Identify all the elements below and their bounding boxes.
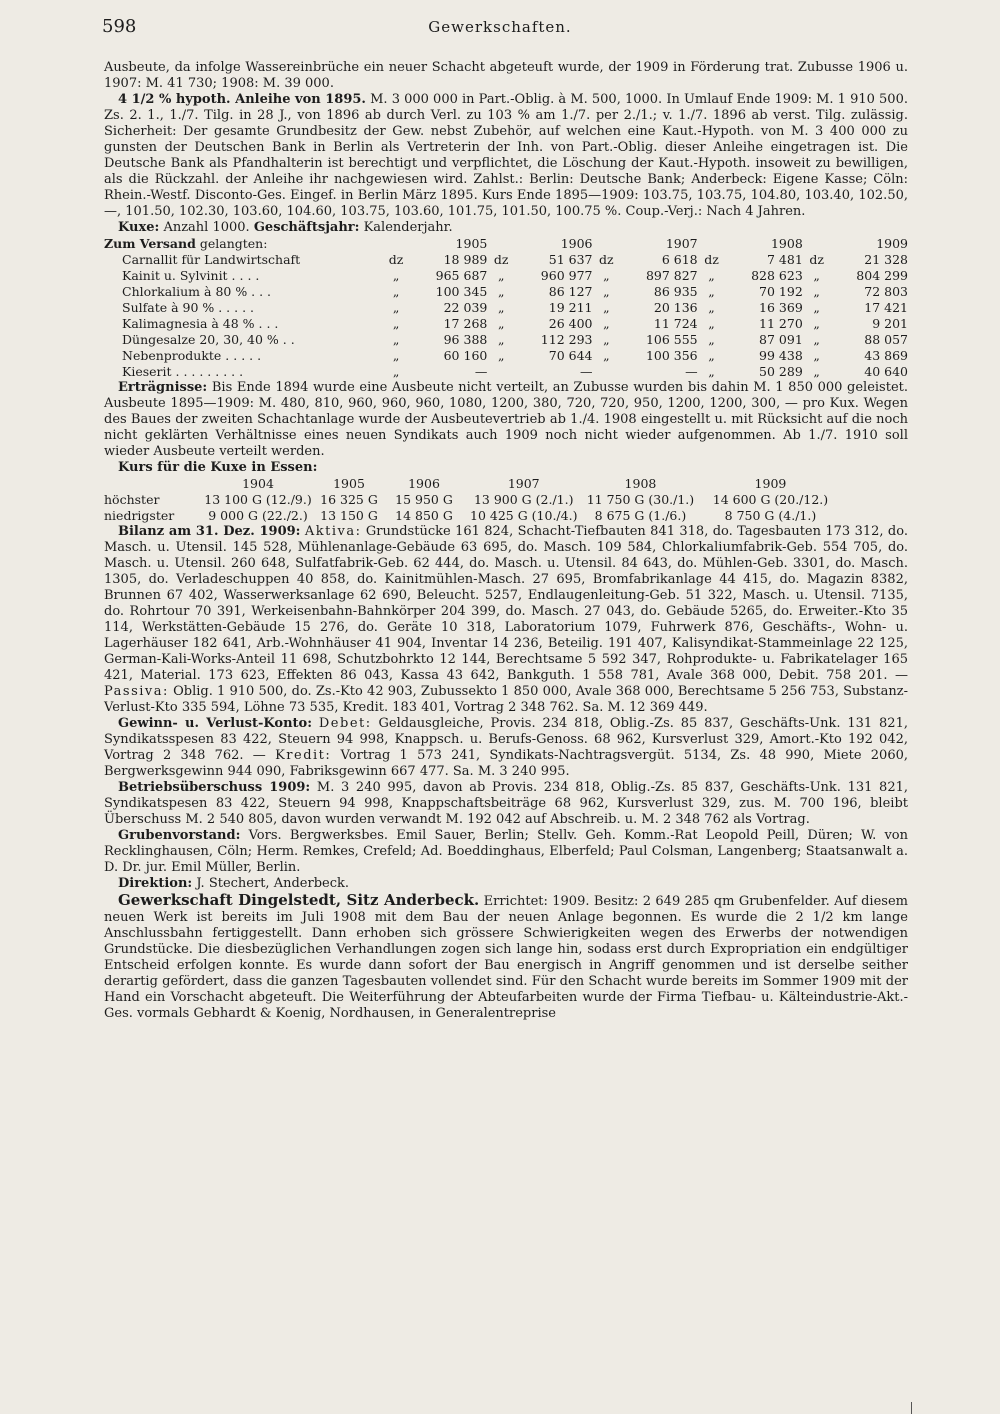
kurs-year: 1905 (333, 476, 365, 491)
versand-unit: „ (708, 284, 715, 299)
versand-unit: „ (708, 348, 715, 363)
guv-paragraph (104, 716, 908, 780)
versand-value: 70 644 (548, 348, 593, 363)
versand-value: 106 555 (645, 332, 698, 347)
kurs-value: 10 425 G (10./4.) (470, 508, 578, 523)
versand-unit: „ (603, 316, 610, 331)
versand-unit (487, 364, 515, 380)
versand-value: 99 438 (759, 348, 803, 363)
grubenvorstand-paragraph (104, 828, 908, 876)
versand-unit: „ (603, 348, 610, 363)
running-title: Gewerkschaften. (428, 18, 572, 36)
kurs-value: 14 850 G (395, 508, 453, 523)
versand-heading: Zum Versand gelangten: (104, 236, 268, 251)
page-number: 598 (102, 16, 137, 37)
versand-unit: dz (599, 252, 614, 267)
kuxe-paragraph (104, 220, 908, 236)
versand-unit: „ (813, 348, 820, 363)
dingelstedt-text: Errichtet: 1909. Besitz: 2 649 285 qm Grubenfelder. Auf diesem neuen Werk ist bereits im Juli 1908 mit dem Bau der neuen Anlage begonnen. Es wurde die 2 1/2 km lange Anschlussbahn fertiggestellt. Dann erhoben sich grössere Schwierigkeiten wegen des Erwerbs der notwendigen Grundstücke. Die diesbezüglichen Verhandlungen zogen sich lange hin, sodass erst durch Expropriation ein endgültiger Entscheid erfolgen konnte. Es wurde dann sofort der Bau energisch in Angriff genommen und ist derselbe seither derartig gefördert, dass die ganzen Tagesbauten vollendet sind. Für den Schacht wurde bereits im Sommer 1909 mit der Hand ein Vorschacht abgeteuft. Die Weiterführung der Abteufarbeiten wurde der Firma Tiefbau- u. Kälteindustrie-Akt.-Ges. vormals Gebhardt & Koenig, Nordhausen, in Generalentreprise (104, 894, 908, 1021)
versand-unit: „ (708, 300, 715, 315)
versand-row (104, 284, 908, 300)
versand-value: 40 640 (864, 364, 908, 379)
kurs-value: 9 000 G (22./2.) (208, 508, 308, 523)
kuxe-label: Kuxe: (118, 220, 160, 235)
versand-unit: „ (813, 268, 820, 283)
versand-row-label: Düngesalze 20, 30, 40 % . . (122, 332, 295, 347)
betrieb-label: Betriebsüberschuss 1909: (118, 780, 311, 795)
kurs-title: Kurs für die Kuxe in Essen: (118, 460, 318, 475)
versand-value: — (685, 364, 698, 379)
kurs-value: 8 675 G (1./6.) (594, 508, 687, 523)
versand-value: 88 057 (864, 332, 908, 347)
versand-value: 72 803 (864, 284, 908, 299)
versand-unit: „ (813, 332, 820, 347)
versand-value: 22 039 (443, 300, 488, 315)
versand-unit (593, 364, 621, 380)
passiva-text: Oblig. 1 910 500, do. Zs.-Kto 42 903, Zubussekto 1 850 000, Avale 368 000, Berechtsame 5 256 753, Substanz-Verlust-Kto 335 594, Löhne 73 535, Kredit. 183 401, Vortrag 2 348 762. Sa. M. 12 369 449. (104, 684, 908, 715)
versand-unit: „ (813, 364, 820, 379)
ertraegnisse-text: Bis Ende 1894 wurde eine Ausbeute nicht verteilt, an Zubusse wurden bis dahin M. 1 850 000 geleistet. Ausbeute 1895—1909: M. 480, 810, 960, 960, 960, 1080, 1200, 380, 720, 720, 950, 1200, 1200, 300, — pro Kux. Wegen des Baues der zweiten Schachtanlage wurde der Ausbeutevertrieb ab 1./4. 1908 eingestellt u. mit Rücksicht auf die noch nicht geklärten Verhältnisse eines neuen Syndikats auch 1909 noch nicht wieder aufgenommen. Ab 1./7. 1910 soll wieder Ausbeute verteilt werden. (104, 380, 908, 459)
versand-header-row (104, 236, 908, 252)
kurs-value: 13 150 G (320, 508, 378, 523)
versand-value: 86 935 (653, 284, 698, 299)
versand-row (104, 252, 908, 268)
dingelstedt-title: Gewerkschaft Dingelstedt, Sitz Anderbeck. (118, 891, 480, 909)
versand-row (104, 332, 908, 348)
versand-unit: „ (392, 364, 400, 379)
versand-unit: „ (392, 300, 400, 315)
kurs-year: 1907 (507, 476, 540, 491)
kurs-row (104, 508, 837, 524)
versand-unit: „ (813, 300, 820, 315)
versand-value: 965 687 (435, 268, 488, 283)
versand-value: 9 201 (872, 316, 908, 331)
versand-unit: „ (708, 268, 715, 283)
versand-unit: „ (603, 300, 610, 315)
kurs-year: 1908 (624, 476, 657, 491)
versand-unit: „ (497, 300, 505, 315)
kurs-year-row (104, 476, 837, 492)
versand-value: 112 293 (540, 332, 593, 347)
versand-value: 960 977 (540, 268, 593, 283)
versand-row (104, 348, 908, 364)
versand-unit: „ (392, 348, 400, 363)
versand-row (104, 300, 908, 316)
versand-row (104, 268, 908, 284)
versand-unit: „ (497, 284, 505, 299)
kurs-value: 15 950 G (395, 492, 453, 507)
geschaeftsjahr-text: Kalenderjahr. (363, 220, 453, 235)
versand-year: 1905 (455, 236, 488, 251)
versand-value: 100 356 (645, 348, 698, 363)
debet-label: Debet: (318, 716, 372, 731)
versand-unit: „ (603, 284, 610, 299)
betrieb-text: M. 3 240 995, davon ab Provis. 234 818, Oblig.-Zs. 85 837, Geschäfts-Unk. 131 821, Syndikatspesen 83 422, Steuern 94 998, Knappschaftsbeiträge 68 962, Kursverlust 329, zus. M. 700 196, bleibt Überschuss M. 2 540 805, davon wurden verwandt M. 192 042 auf Abschreib. u. M. 2 348 762 als Vortrag. (104, 780, 908, 827)
anleihe-text: M. 3 000 000 in Part.-Oblig. à M. 500, 1000. In Umlauf Ende 1909: M. 1 910 500. Zs. 2. 1., 1./7. Tilg. in 28 J., von 1896 ab durch Verl. zu 103 % am 1./7. per 2./1.; v. 1./7. 1896 ab verst. Tilg. zulässig. Sicherheit: Der gesamte Grundbesitz der Gew. nebst Zubehör, auf welchen eine Kaut.-Hypoth. von M. 3 400 000 zu gunsten der Deutschen Bank in Berlin als Vertreterin der Inh. von Part.-Oblig. dieser Anleihe eingetragen ist. Die Deutsche Bank als Pfandhalterin ist berechtigt und verpflichtet, die Löschung der Kaut.-Hypoth. insoweit zu bewilligen, als die Rückzahl. der Anleihe ihr nachgewiesen wird. Zahlst.: Berlin: Deutsche Bank; Anderbeck: Eigene Kasse; Cöln: Rhein.-Westf. Disconto-Ges. Eingef. in Berlin März 1895. Kurs Ende 1895—1909: 103.75, 103.75, 104.80, 103.40, 102.50, —, 101.50, 102.30, 103.60, 104.60, 103.75, 103.60, 101.75, 101.50, 100.75 %. Coup.-Verj.: Nach 4 Jahren. (104, 92, 908, 219)
debet-text: Geldausgleiche, Provis. 234 818, Oblig.-Zs. 85 837, Geschäfts-Unk. 131 821, Syndikatsspesen 83 422, Steuern 94 998, Knappsch. u. Berufs-Genoss. 68 962, Kursverlust 329, Amort.-Kto 192 042, Vortrag 2 348 762. — (104, 716, 908, 763)
kurs-year: 1906 (408, 476, 440, 491)
kurs-value: 16 325 G (320, 492, 378, 507)
versand-value: 96 388 (443, 332, 488, 347)
versand-value: 100 345 (435, 284, 488, 299)
versand-year: 1907 (665, 236, 698, 251)
versand-value: 804 299 (856, 268, 908, 283)
intro-paragraph: Ausbeute, da infolge Wassereinbrüche ein neuer Schacht abgeteuft wurde, der 1909 in Förderung trat. Zubusse 1906 u. 1907: M. 41 730; 1908: M. 39 000. (104, 60, 908, 91)
direktion-text: J. Stechert, Anderbeck. (196, 876, 349, 891)
versand-unit: „ (813, 284, 820, 299)
versand-value: — (474, 364, 488, 379)
kurs-row-label: niedrigster (104, 508, 175, 523)
versand-year: 1909 (876, 236, 908, 251)
versand-unit: „ (497, 268, 505, 283)
kurs-year: 1904 (242, 476, 274, 491)
versand-row (104, 364, 908, 380)
kurs-value: 13 900 G (2./1.) (473, 492, 574, 507)
versand-table (104, 236, 908, 380)
versand-unit: „ (497, 348, 505, 363)
bilanz-paragraph (104, 524, 908, 716)
geschaeftsjahr-label: Geschäftsjahr: (253, 220, 360, 235)
versand-unit: „ (813, 316, 820, 331)
versand-value: 7 481 (766, 252, 803, 267)
versand-value: 51 637 (548, 252, 593, 267)
aktiva-text: Grundstücke 161 824, Schacht-Tiefbauten 841 318, do. Tagesbauten 173 312, do. Masch. u. Utensil. 145 528, Mühlenanlage-Gebäude 63 695, do. Masch. 109 584, Chlorkaliumfabrik-Geb. 554 705, do. Masch. u. Utensil. 260 648, Sulfatfabrik-Geb. 62 444, do. Masch. u. Utensil. 84 643, do. Mühlen-Geb. 3301, do. Masch. 1305, do. Verladeschuppen 40 858, do. Kainitmühlen-Masch. 27 695, Bromfabrikanlage 44 415, do. Magazin 8382, Brunnen 67 402, Wasserwerksanlage 62 690, Beleucht. 5257, Endlaugenleitung-Geb. 51 322, Masch. u. Utensil. 7135, do. Rohrtour 70 391, Werkeisenbahn-Bahnkörper 204 399, do. Masch. 27 043, do. Gebäude 5265, do. Erweiter.-Kto 35 114, Werkstätten-Gebäude 15 276, do. Geräte 10 318, Laboratorium 1079, Fuhrwerk 876, Geschäfts-, Wohn- u. Lagerhäuser 182 641, Arb.-Wohnhäuser 41 904, Inventar 14 236, Beteilig. 191 407, Kalisyndikat-Stammeinlage 22 125, German-Kali-Works-Anteil 11 698, Schutzbohrkto 12 144, Berechtsame 5 592 347, Rohprodukte- u. Fabrikatelager 165 421, Material. 173 623, Effekten 86 043, Kassa 43 642, Bankguth. 1 558 781, Avale 368 000, Debit. 758 201. — (104, 524, 908, 683)
versand-row-label: Kieserit . . . . . . . . . (122, 364, 244, 379)
kurs-value: 11 750 G (30./1.) (586, 492, 695, 507)
kurs-table (104, 476, 837, 524)
ertraegnisse-label: Erträgnisse: (118, 380, 208, 395)
bilanz-label: Bilanz am 31. Dez. 1909: (118, 524, 301, 539)
versand-value: 60 160 (443, 348, 488, 363)
versand-value: — (580, 364, 593, 379)
versand-year: 1908 (770, 236, 803, 251)
anleihe-paragraph (104, 92, 908, 220)
versand-unit: „ (603, 268, 610, 283)
page-corner-rule (893, 1402, 912, 1414)
versand-unit: „ (392, 268, 400, 283)
versand-row-label: Kainit u. Sylvinit . . . . (122, 268, 260, 283)
grubenvorstand-text: Vors. Bergwerksbes. Emil Sauer, Berlin; Stellv. Geh. Komm.-Rat Leopold Peill, Düren; W. von Recklinghausen, Cöln; Herm. Remkes, Crefeld; Ad. Boeddinghaus, Elberfeld; Paul Colsman, Langenberg; Staatsanwalt a. D. Dr. jur. Emil Müller, Berlin. (104, 828, 908, 875)
versand-unit: dz (493, 252, 509, 267)
page-body (104, 60, 908, 1022)
direktion-paragraph (104, 876, 908, 892)
versand-value: 70 192 (759, 284, 803, 299)
versand-row-label: Sulfate à 90 % . . . . . (122, 300, 255, 315)
kurs-row (104, 492, 837, 508)
anleihe-label: 4 1/2 % hypoth. Anleihe von 1895. (118, 92, 366, 107)
versand-unit: „ (392, 284, 400, 299)
versand-year: 1906 (560, 236, 593, 251)
versand-value: 43 869 (864, 348, 908, 363)
kurs-year: 1909 (754, 476, 787, 491)
kuxe-text: Anzahl 1000. (163, 220, 250, 235)
kredit-label: Kredit: (275, 748, 332, 763)
versand-unit: „ (392, 332, 400, 347)
ertraegnisse-paragraph (104, 380, 908, 460)
versand-unit: „ (708, 316, 715, 331)
versand-unit: dz (388, 252, 404, 267)
versand-value: 17 421 (864, 300, 908, 315)
versand-unit: „ (497, 332, 505, 347)
betrieb-paragraph (104, 780, 908, 828)
versand-value: 17 268 (443, 316, 488, 331)
versand-value: 86 127 (548, 284, 593, 299)
versand-value: 26 400 (548, 316, 593, 331)
versand-value: 20 136 (653, 300, 698, 315)
versand-value: 87 091 (759, 332, 803, 347)
page-header (0, 16, 1000, 40)
kurs-value: 13 100 G (12./9.) (204, 492, 312, 507)
versand-unit: „ (392, 316, 400, 331)
versand-unit: „ (708, 364, 715, 379)
versand-value: 11 270 (759, 316, 803, 331)
aktiva-label: Aktiva: (304, 524, 362, 539)
versand-value: 50 289 (759, 364, 803, 379)
direktion-label: Direktion: (118, 876, 193, 891)
versand-value: 897 827 (645, 268, 698, 283)
versand-row (104, 316, 908, 332)
passiva-label: Passiva: (104, 684, 169, 699)
versand-unit: „ (708, 332, 715, 347)
dingelstedt-paragraph (104, 892, 908, 1022)
kurs-row-label: höchster (104, 492, 160, 507)
versand-value: 19 211 (548, 300, 593, 315)
kurs-value: 8 750 G (4./1.) (724, 508, 817, 523)
versand-value: 16 369 (759, 300, 803, 315)
versand-value: 11 724 (653, 316, 698, 331)
versand-unit: „ (603, 332, 610, 347)
versand-value: 21 328 (864, 252, 908, 267)
guv-label: Gewinn- u. Verlust-Konto: (118, 716, 313, 731)
versand-row-label: Kalimagnesia à 48 % . . . (122, 316, 279, 331)
versand-unit: dz (704, 252, 719, 267)
versand-row-label: Nebenprodukte . . . . . (122, 348, 262, 363)
grubenvorstand-label: Grubenvorstand: (118, 828, 241, 843)
versand-unit: „ (497, 316, 505, 331)
versand-value: 828 623 (751, 268, 803, 283)
kurs-value: 14 600 G (20./12.) (712, 492, 829, 507)
kredit-text: Vortrag 1 573 241, Syndikats-Nachtragsvergüt. 5134, Zs. 48 990, Miete 2060, Bergwerksgewinn 944 090, Fabriksgewinn 667 477. Sa. M. 3 240 995. (104, 748, 909, 779)
versand-value: 18 989 (443, 252, 488, 267)
versand-unit: dz (809, 252, 824, 267)
versand-row-label: Carnallit für Landwirtschaft (122, 252, 301, 267)
versand-value: 6 618 (661, 252, 698, 267)
versand-row-label: Chlorkalium à 80 % . . . (122, 284, 272, 299)
